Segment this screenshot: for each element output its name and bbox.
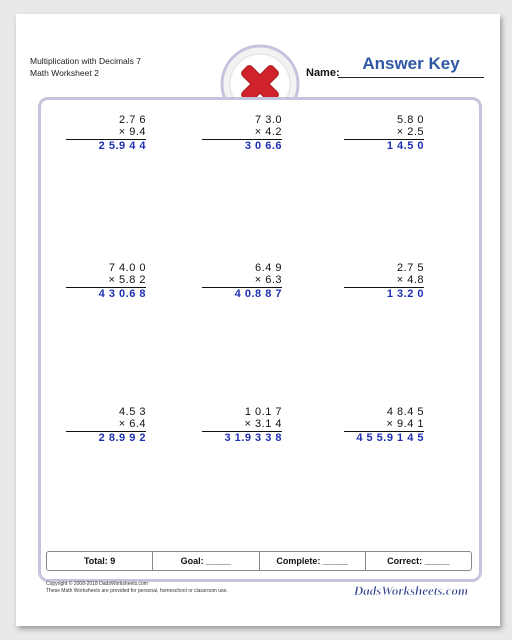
- worksheet-page: [16, 14, 500, 626]
- multiplicand: 7 4.0 0: [108, 262, 146, 274]
- problem-6: [344, 262, 424, 301]
- problem-8: [202, 406, 282, 445]
- usage-note: These Math Worksheets are provided for personal, homeschool or classroom use.: [46, 588, 228, 594]
- multiplier: × 6.4: [118, 418, 146, 430]
- multiplier: × 4.2: [254, 126, 282, 138]
- multiplicand: 4 8.4 5: [386, 406, 424, 418]
- brand-text: DadsWorksheets.com: [353, 583, 469, 598]
- product-answer: 3 1.9 3 3 8: [224, 432, 282, 444]
- multiplicand: 2.7 6: [119, 114, 146, 126]
- multiplicand: 4.5 3: [119, 406, 146, 418]
- problem-9: [344, 406, 424, 445]
- multiplier: × 3.1 4: [244, 418, 282, 430]
- problem-2: [202, 114, 282, 153]
- product-answer: 2 5.9 4 4: [98, 140, 146, 152]
- correct-field: Correct: _____: [365, 552, 471, 570]
- product-answer: 3 0 6.6: [244, 140, 282, 152]
- product-answer: 4 0.8 8 7: [234, 288, 282, 300]
- multiplier: × 5.8 2: [108, 274, 146, 286]
- problem-7: [66, 406, 146, 445]
- answer-key-heading: Answer Key: [362, 54, 460, 73]
- product-answer: 2 8.9 9 2: [98, 432, 146, 444]
- name-label: Name:: [306, 67, 340, 79]
- multiplicand: 1 0.1 7: [244, 406, 282, 418]
- problem-4: [66, 262, 146, 301]
- goal-field: Goal: _____: [152, 552, 258, 570]
- multiplier: × 9.4: [118, 126, 146, 138]
- name-line: [338, 77, 484, 78]
- dadsworksheets-logo: [346, 579, 476, 601]
- multiplicand: 7 3.0: [255, 114, 282, 126]
- product-answer: 1 4.5 0: [386, 140, 424, 152]
- total-label: Total: 9: [83, 556, 116, 566]
- multiplicand: 5.8 0: [397, 114, 424, 126]
- complete-field: Complete: _____: [259, 552, 365, 570]
- worksheet-title: Multiplication with Decimals 7: [30, 56, 142, 66]
- problem-3: [344, 114, 424, 153]
- score-bar: [46, 551, 472, 571]
- copyright-line: Copyright © 2008-2018 DadsWorksheets.com: [46, 581, 148, 587]
- multiplier: × 9.4 1: [386, 418, 424, 430]
- product-answer: 4 3 0.6 8: [98, 288, 146, 300]
- multiplicand: 6.4 9: [255, 262, 282, 274]
- multiplier: × 2.5: [396, 126, 424, 138]
- multiplier: × 6.3: [254, 274, 282, 286]
- problem-5: [202, 262, 282, 301]
- product-answer: 1 3.2 0: [386, 288, 424, 300]
- multiplier: × 4.8: [396, 274, 424, 286]
- multiplicand: 2.7 5: [397, 262, 424, 274]
- product-answer: 4 5 5.9 1 4 5: [356, 432, 424, 444]
- problems-frame: [38, 97, 482, 582]
- worksheet-subtitle: Math Worksheet 2: [30, 68, 99, 78]
- problem-1: [66, 114, 146, 153]
